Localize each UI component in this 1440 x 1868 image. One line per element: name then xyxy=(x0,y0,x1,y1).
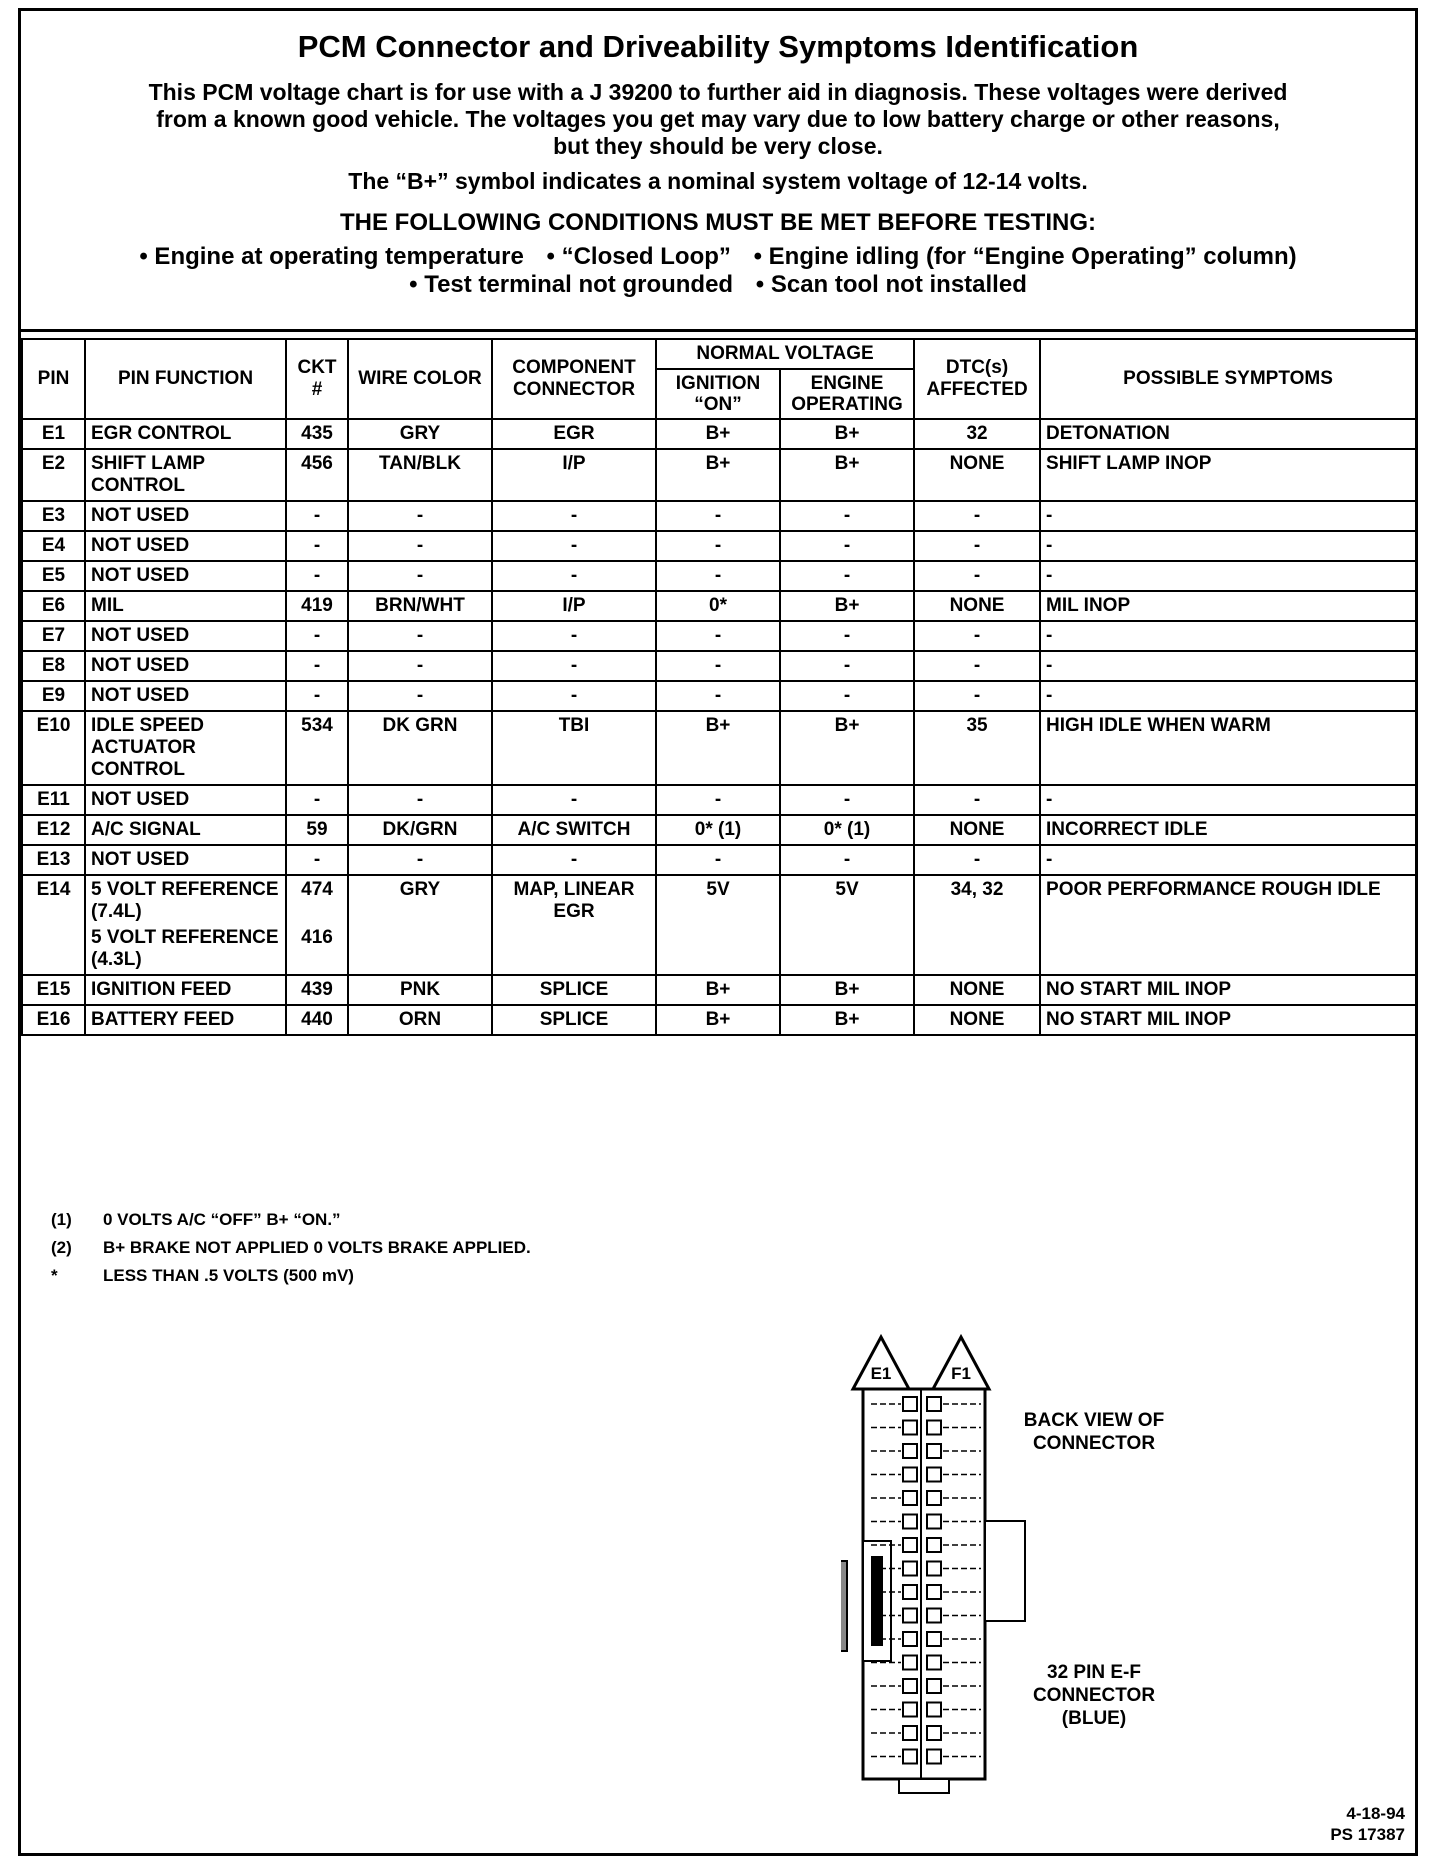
dtc-cell: - xyxy=(914,621,1040,651)
col-header-symptoms: POSSIBLE SYMPTOMS xyxy=(1040,339,1416,419)
component-cell: - xyxy=(492,681,656,711)
ignition-on-cell: B+ xyxy=(656,419,780,449)
table-header-row xyxy=(22,339,1416,369)
connector-pin-cavity xyxy=(903,1468,917,1482)
pin-function-cell: EGR CONTROL xyxy=(85,419,286,449)
table-row xyxy=(22,591,1416,621)
engine-operating-cell: - xyxy=(780,681,914,711)
pin-function-cell: NOT USED xyxy=(85,845,286,875)
header-divider xyxy=(21,329,1415,332)
wire-color-cell: - xyxy=(348,621,492,651)
component-cell: - xyxy=(492,501,656,531)
connector-pin-cavity xyxy=(903,1515,917,1529)
connector-pin-cavity xyxy=(903,1562,917,1576)
connector-pin-cavity xyxy=(903,1491,917,1505)
connector-type-label: 32 PIN E-F CONNECTOR (BLUE) xyxy=(1032,1662,1156,1729)
pin-function-cell: NOT USED xyxy=(85,501,286,531)
document-header xyxy=(21,11,1415,329)
symptoms-cell: HIGH IDLE WHEN WARM xyxy=(1040,711,1416,785)
connector-pin-cavity xyxy=(903,1656,917,1670)
page-title: PCM Connector and Driveability Symptoms Identification xyxy=(297,29,1139,64)
back-view-label: BACK VIEW OF CONNECTOR xyxy=(1023,1410,1165,1454)
col-header-wire-color: WIRE COLOR xyxy=(348,339,492,419)
ckt-cell: - xyxy=(286,531,348,561)
connector-side-box xyxy=(985,1521,1025,1621)
connector-pin-cavity xyxy=(903,1421,917,1435)
connector-pin-cavity xyxy=(903,1750,917,1764)
pin-cell: E10 xyxy=(22,711,85,785)
connector-pin-cavity xyxy=(903,1726,917,1740)
pin-function-cell: NOT USED xyxy=(85,531,286,561)
symptoms-cell: - xyxy=(1040,681,1416,711)
connector-pin-cavity xyxy=(927,1538,941,1552)
table-row xyxy=(22,419,1416,449)
table-row xyxy=(22,1005,1416,1035)
col-header-normal-voltage: NORMAL VOLTAGE xyxy=(656,339,914,369)
wire-color-cell: DK GRN xyxy=(348,711,492,785)
pin-cell: E13 xyxy=(22,845,85,875)
pin-cell: E7 xyxy=(22,621,85,651)
connector-pin-cavity xyxy=(903,1632,917,1646)
connector-pin-cavity xyxy=(903,1397,917,1411)
ignition-on-cell: - xyxy=(656,651,780,681)
ignition-on-cell: - xyxy=(656,561,780,591)
ignition-on-cell: - xyxy=(656,681,780,711)
pin-cell: E11 xyxy=(22,785,85,815)
ignition-on-cell: - xyxy=(656,845,780,875)
table-row xyxy=(22,681,1416,711)
connector-drawing xyxy=(841,1331,1261,1801)
conditions-list xyxy=(21,243,1415,299)
dtc-cell: - xyxy=(914,561,1040,591)
connector-bottom xyxy=(899,1779,949,1793)
symptoms-cell: POOR PERFORMANCE ROUGH IDLE xyxy=(1040,875,1416,975)
intro-line-1: This PCM voltage chart is for use with a J 39200 to further aid in diagnosis. These voltages were derived xyxy=(148,79,1288,105)
symptoms-cell: MIL INOP xyxy=(1040,591,1416,621)
wire-color-cell: - xyxy=(348,501,492,531)
connector-pin-cavity xyxy=(903,1703,917,1717)
connector-pin-cavity xyxy=(903,1444,917,1458)
connector-pin-cavity xyxy=(903,1538,917,1552)
pin-function-cell: IDLE SPEED ACTUATOR CONTROL xyxy=(85,711,286,785)
dtc-cell: - xyxy=(914,651,1040,681)
col-header-component: COMPONENT CONNECTOR xyxy=(492,339,656,419)
pin-cell: E4 xyxy=(22,531,85,561)
component-cell: - xyxy=(492,621,656,651)
connector-pin-cavity xyxy=(927,1656,941,1670)
pin-cell: E5 xyxy=(22,561,85,591)
dtc-cell: 35 xyxy=(914,711,1040,785)
footnote xyxy=(51,1234,531,1262)
pin-function-cell: 5 VOLT REFERENCE (7.4L) 5 VOLT REFERENCE (4.3L) xyxy=(85,875,286,975)
col-header-dtc: DTC(s) AFFECTED xyxy=(914,339,1040,419)
component-cell: - xyxy=(492,651,656,681)
symptoms-cell: DETONATION xyxy=(1040,419,1416,449)
table-row xyxy=(22,621,1416,651)
pin-function-cell: NOT USED xyxy=(85,651,286,681)
connector-pin-cavity xyxy=(927,1397,941,1411)
document-frame xyxy=(18,8,1418,1856)
table-row xyxy=(22,449,1416,501)
connector-pin-cavity xyxy=(927,1491,941,1505)
ignition-on-cell: B+ xyxy=(656,711,780,785)
condition-item: • “Closed Loop” xyxy=(546,243,731,270)
wire-color-cell: GRY xyxy=(348,875,492,975)
connector-pin-cavity xyxy=(903,1609,917,1623)
col-header-ignition-on: IGNITION “ON” xyxy=(656,369,780,419)
conditions-title: THE FOLLOWING CONDITIONS MUST BE MET BEFORE TESTING: xyxy=(340,209,1096,236)
ckt-cell: 439 xyxy=(286,975,348,1005)
connector-pin-cavity xyxy=(927,1750,941,1764)
intro-line-3: but they should be very close. xyxy=(553,133,883,159)
footnote xyxy=(51,1262,531,1290)
engine-operating-cell: B+ xyxy=(780,449,914,501)
table-row xyxy=(22,531,1416,561)
footnote-mark: * xyxy=(51,1266,58,1285)
table-row xyxy=(22,711,1416,785)
wire-color-cell: - xyxy=(348,561,492,591)
symptoms-cell: SHIFT LAMP INOP xyxy=(1040,449,1416,501)
symptoms-cell: - xyxy=(1040,501,1416,531)
ignition-on-cell: - xyxy=(656,621,780,651)
connector-pin-cavity xyxy=(903,1679,917,1693)
table-row xyxy=(22,501,1416,531)
component-cell: I/P xyxy=(492,449,656,501)
engine-operating-cell: - xyxy=(780,501,914,531)
connector-pin-cavity xyxy=(927,1585,941,1599)
pin-function-cell: NOT USED xyxy=(85,621,286,651)
wire-color-cell: - xyxy=(348,681,492,711)
component-cell: - xyxy=(492,845,656,875)
symptoms-cell: - xyxy=(1040,621,1416,651)
col-header-engine-operating: ENGINE OPERATING xyxy=(780,369,914,419)
footnote-text: B+ BRAKE NOT APPLIED 0 VOLTS BRAKE APPLIED. xyxy=(103,1238,531,1257)
symptoms-cell: - xyxy=(1040,845,1416,875)
symptoms-cell: NO START MIL INOP xyxy=(1040,1005,1416,1035)
connector-latch-left xyxy=(841,1561,847,1651)
footnote-mark: (2) xyxy=(51,1238,72,1257)
condition-item: • Scan tool not installed xyxy=(755,271,1027,298)
wire-color-cell: DK/GRN xyxy=(348,815,492,845)
pin-function-cell: NOT USED xyxy=(85,561,286,591)
ckt-cell: - xyxy=(286,785,348,815)
pin-cell: E14 xyxy=(22,875,85,975)
symptoms-cell: INCORRECT IDLE xyxy=(1040,815,1416,845)
table-row xyxy=(22,845,1416,875)
component-cell: I/P xyxy=(492,591,656,621)
wire-color-cell: - xyxy=(348,531,492,561)
component-cell: - xyxy=(492,561,656,591)
dtc-cell: - xyxy=(914,501,1040,531)
engine-operating-cell: - xyxy=(780,845,914,875)
engine-operating-cell: - xyxy=(780,651,914,681)
dtc-cell: NONE xyxy=(914,1005,1040,1035)
ckt-cell: 419 xyxy=(286,591,348,621)
ckt-cell: - xyxy=(286,621,348,651)
engine-operating-cell: 5V xyxy=(780,875,914,975)
ignition-on-cell: - xyxy=(656,785,780,815)
pin-table xyxy=(21,338,1417,1036)
connector-pin-cavity xyxy=(927,1444,941,1458)
dtc-cell: - xyxy=(914,845,1040,875)
ckt-cell: 59 xyxy=(286,815,348,845)
pin-function-cell: IGNITION FEED xyxy=(85,975,286,1005)
col-header-pin: PIN xyxy=(22,339,85,419)
table-row xyxy=(22,875,1416,975)
ckt-cell: - xyxy=(286,845,348,875)
table-row xyxy=(22,785,1416,815)
ckt-cell: - xyxy=(286,501,348,531)
connector-pin-cavity xyxy=(927,1632,941,1646)
e1-label: E1 xyxy=(870,1364,892,1383)
dtc-cell: NONE xyxy=(914,815,1040,845)
dtc-cell: 34, 32 xyxy=(914,875,1040,975)
pin-function-cell: BATTERY FEED xyxy=(85,1005,286,1035)
engine-operating-cell: B+ xyxy=(780,1005,914,1035)
pin-function-cell: NOT USED xyxy=(85,785,286,815)
document-footer xyxy=(1330,1803,1405,1845)
table-row xyxy=(22,561,1416,591)
engine-operating-cell: - xyxy=(780,531,914,561)
component-cell: - xyxy=(492,785,656,815)
ignition-on-cell: B+ xyxy=(656,1005,780,1035)
ignition-on-cell: B+ xyxy=(656,975,780,1005)
symptoms-cell: - xyxy=(1040,561,1416,591)
ignition-on-cell: 0* (1) xyxy=(656,815,780,845)
condition-item: • Engine at operating temperature xyxy=(139,243,524,270)
connector-pin-cavity xyxy=(927,1515,941,1529)
connector-pin-cavity xyxy=(927,1679,941,1693)
ckt-cell: 440 xyxy=(286,1005,348,1035)
pin-function-cell: NOT USED xyxy=(85,681,286,711)
table-row xyxy=(22,651,1416,681)
ignition-on-cell: 0* xyxy=(656,591,780,621)
footnote-mark: (1) xyxy=(51,1210,72,1229)
wire-color-cell: - xyxy=(348,651,492,681)
pin-function-cell: A/C SIGNAL xyxy=(85,815,286,845)
ckt-cell: - xyxy=(286,681,348,711)
connector-pin-cavity xyxy=(927,1726,941,1740)
footnote xyxy=(51,1206,531,1234)
dtc-cell: NONE xyxy=(914,449,1040,501)
connector-pin-cavity xyxy=(927,1703,941,1717)
dtc-cell: 32 xyxy=(914,419,1040,449)
connector-pin-cavity xyxy=(927,1421,941,1435)
pin-cell: E8 xyxy=(22,651,85,681)
wire-color-cell: GRY xyxy=(348,419,492,449)
connector-pin-cavity xyxy=(927,1609,941,1623)
ckt-cell: 474 416 xyxy=(286,875,348,975)
pin-cell: E9 xyxy=(22,681,85,711)
component-cell: SPLICE xyxy=(492,975,656,1005)
pin-cell: E6 xyxy=(22,591,85,621)
wire-color-cell: PNK xyxy=(348,975,492,1005)
symptoms-cell: NO START MIL INOP xyxy=(1040,975,1416,1005)
pin-function-cell: SHIFT LAMP CONTROL xyxy=(85,449,286,501)
symptoms-cell: - xyxy=(1040,651,1416,681)
dtc-cell: NONE xyxy=(914,975,1040,1005)
footnotes xyxy=(51,1206,531,1290)
intro-text xyxy=(51,79,1385,160)
engine-operating-cell: - xyxy=(780,785,914,815)
component-cell: EGR xyxy=(492,419,656,449)
footer-ps-number: PS 17387 xyxy=(1330,1825,1405,1844)
dtc-cell: - xyxy=(914,531,1040,561)
engine-operating-cell: B+ xyxy=(780,419,914,449)
engine-operating-cell: B+ xyxy=(780,591,914,621)
table-row xyxy=(22,815,1416,845)
wire-color-cell: ORN xyxy=(348,1005,492,1035)
engine-operating-cell: B+ xyxy=(780,711,914,785)
b-plus-note: The “B+” symbol indicates a nominal system voltage of 12-14 volts. xyxy=(348,168,1088,194)
dtc-cell: - xyxy=(914,681,1040,711)
ckt-cell: 534 xyxy=(286,711,348,785)
component-cell: SPLICE xyxy=(492,1005,656,1035)
engine-operating-cell: 0* (1) xyxy=(780,815,914,845)
pin-cell: E2 xyxy=(22,449,85,501)
pin-cell: E15 xyxy=(22,975,85,1005)
ckt-cell: - xyxy=(286,561,348,591)
wire-color-cell: - xyxy=(348,845,492,875)
wire-color-cell: - xyxy=(348,785,492,815)
component-cell: MAP, LINEAR EGR xyxy=(492,875,656,975)
footnote-text: LESS THAN .5 VOLTS (500 mV) xyxy=(103,1266,354,1285)
pin-function-cell: MIL xyxy=(85,591,286,621)
col-header-ckt: CKT # xyxy=(286,339,348,419)
connector-diagram xyxy=(841,1331,1261,1801)
connector-lock-slot xyxy=(871,1556,883,1646)
engine-operating-cell: - xyxy=(780,561,914,591)
component-cell: A/C SWITCH xyxy=(492,815,656,845)
table-row xyxy=(22,975,1416,1005)
connector-pin-cavity xyxy=(927,1562,941,1576)
footnote-text: 0 VOLTS A/C “OFF” B+ “ON.” xyxy=(103,1210,341,1229)
condition-item: • Engine idling (for “Engine Operating” column) xyxy=(753,243,1297,270)
pin-cell: E12 xyxy=(22,815,85,845)
connector-pin-cavity xyxy=(903,1585,917,1599)
pin-cell: E3 xyxy=(22,501,85,531)
pin-table-body xyxy=(22,419,1416,1035)
dtc-cell: - xyxy=(914,785,1040,815)
ignition-on-cell: B+ xyxy=(656,449,780,501)
col-header-pin-function: PIN FUNCTION xyxy=(85,339,286,419)
ckt-cell: 435 xyxy=(286,419,348,449)
ignition-on-cell: - xyxy=(656,531,780,561)
wire-color-cell: TAN/BLK xyxy=(348,449,492,501)
ignition-on-cell: - xyxy=(656,501,780,531)
dtc-cell: NONE xyxy=(914,591,1040,621)
pin-cell: E16 xyxy=(22,1005,85,1035)
ckt-cell: - xyxy=(286,651,348,681)
intro-line-2: from a known good vehicle. The voltages you get may vary due to low battery charge or other reasons, xyxy=(156,106,1280,132)
symptoms-cell: - xyxy=(1040,531,1416,561)
wire-color-cell: BRN/WHT xyxy=(348,591,492,621)
ignition-on-cell: 5V xyxy=(656,875,780,975)
component-cell: TBI xyxy=(492,711,656,785)
symptoms-cell: - xyxy=(1040,785,1416,815)
component-cell: - xyxy=(492,531,656,561)
f1-label: F1 xyxy=(951,1364,971,1383)
pin-cell: E1 xyxy=(22,419,85,449)
ckt-cell: 456 xyxy=(286,449,348,501)
connector-pin-cavity xyxy=(927,1468,941,1482)
footer-date: 4-18-94 xyxy=(1346,1804,1405,1823)
condition-item: • Test terminal not grounded xyxy=(409,271,734,298)
engine-operating-cell: - xyxy=(780,621,914,651)
engine-operating-cell: B+ xyxy=(780,975,914,1005)
